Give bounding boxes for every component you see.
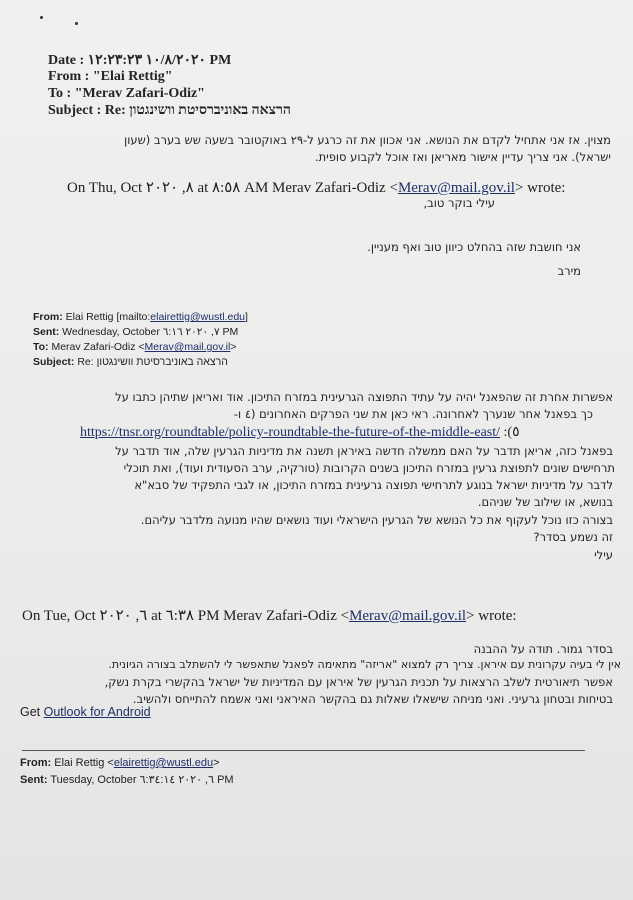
date-label: Date : [48, 53, 85, 68]
email-link[interactable]: elairettig@wustl.edu [113, 757, 214, 769]
header-to [48, 86, 205, 102]
meta-from: From: Elai Rettig [mailto:elairettig@wustl.edu] [33, 311, 248, 323]
header-from [48, 69, 173, 85]
quote-greeting: עילי בוקר טוב, [423, 196, 495, 210]
date-value: ١٠/٨/٢٠٢٠ ١٢:٢٣:٢٣ PM [87, 53, 232, 68]
speck-mark [40, 16, 43, 19]
quote-line: אפשר תיאורטית לשלב הרצאות על תכנית הגרעין של איראן עם המדיניות של ישראל בהקשרי בקרת נשק, [104, 675, 613, 689]
reply-line: ישראל). אני צריך עדיין אישור מאריאן ואז אוכל לקבוע סופית. [314, 150, 611, 164]
from-label: From : [48, 69, 90, 84]
quote-line: אין לי בעיה עקרונית עם איראן. צריך רק למצוא "אריזה" מתאימה לפאנל שתאפשר לי להשתלב בצורה הגיונית. [108, 658, 621, 671]
meta-from: From: Elai Rettig <elairettig@wustl.edu> [20, 757, 220, 769]
speck-mark [75, 22, 78, 25]
quote-header: On Tue, Oct ٦, ٢٠٢٠ at ٦:٣٨ PM Merav Zafari-Odiz <Merav@mail.gov.il> wrote: [22, 608, 517, 624]
to-value: "Merav Zafari-Odiz" [74, 86, 205, 101]
body-signature: עילי [594, 548, 613, 562]
body-line: תרחישים שונים לתפוצת גרעין במזרח התיכון בשנים הקרובות (טורקיה, ערב הסעודית ועוד), ואת תוכלי [123, 461, 615, 475]
meta-sent: Sent: Tuesday, October ٦, ٢٠٢٠ ٦:٣٤:١٤ PM [20, 774, 234, 786]
body-link-line: https://tnsr.org/roundtable/policy-roundtable-the-future-of-the-middle-east/ :(٥ [80, 425, 520, 440]
body-line: כך בפאנל אחר שנערך לאחרונה. ראי כאן את שני הפרקים האחרונים (٤ ו- [233, 407, 593, 421]
from-value: "Elai Rettig" [92, 69, 173, 84]
email-link[interactable]: elairettig@wustl.edu [150, 311, 246, 323]
email-link[interactable]: Merav@mail.gov.il [144, 341, 231, 353]
quote-line: בסדר גמור. תודה על ההבנה [473, 642, 613, 656]
meta-sent: Sent: Wednesday, October ٧, ٢٠٢٠ ٦:١٦ PM [33, 326, 239, 338]
body-line: אפשרות אחרת זה שהפאנל יהיה על עתיד התפוצה הגרעינית במזרח התיכון. אוד ואריאן שתיהן כתבו על [115, 390, 613, 404]
quote-body: אני חושבת שזה בהחלט כיוון טוב ואף מעניין. [367, 240, 581, 254]
tnsr-link[interactable]: https://tnsr.org/roundtable/policy-roundtable-the-future-of-the-middle-east/ [80, 425, 501, 440]
body-line: בפאנל כזה, אריאן תדבר על האם ממשלה חדשה באיראן תשנה את מדיניות הגרעין שלה, אוד תדבר על [115, 444, 613, 458]
body-line: בצורה כזו נוכל לעקוף את כל הנושא של הגרעין הישראלי ועוד נושאים שהיו מנועה מלדבר עליהם. [140, 513, 613, 527]
subject-label: Subject : [48, 103, 102, 118]
subject-value: Re: הרצאה באוניברסיטת וושינגטון [104, 103, 291, 118]
email-link[interactable]: Merav@mail.gov.il [349, 608, 467, 624]
reply-line: מצוין. אז אני אתחיל לקדם את הנושא. אני אכוון את זה כרגע ל-٢٩ באוקטובר בשעה שש בערב (שעון [124, 133, 611, 147]
quote-header: On Thu, Oct ٨, ٢٠٢٠ at ٨:٥٨ AM Merav Zafari-Odiz <Merav@mail.gov.il> wrote: [67, 180, 566, 196]
header-subject [48, 103, 291, 119]
quote-line: בטיחות ובטחון גרעיני. ואני מניחה שישאלו שאלות גם בהקשר האיראני ואני אשמח להתייחס ולהשיב. [132, 692, 613, 706]
outlook-line: Get Outlook for Android [20, 705, 151, 719]
to-label: To : [48, 86, 72, 101]
outlook-link[interactable]: Outlook for Android [43, 705, 151, 719]
body-line: זה נשמע בסדר? [533, 530, 613, 544]
body-line: לדבר על מדיניות ישראל בנוגע לתרחישי תפוצה גרעינית במזרח התיכון, או לגבי התפקיד של סבא"א [134, 478, 613, 492]
separator-line [22, 750, 585, 751]
meta-to: To: Merav Zafari-Odiz <Merav@mail.gov.il> [33, 341, 237, 353]
header-date [48, 52, 231, 69]
meta-subject: Subject: Re: הרצאה באוניברסיטת וושינגטון [33, 356, 228, 368]
email-link[interactable]: Merav@mail.gov.il [397, 180, 515, 196]
quote-signature: מירב [557, 264, 581, 278]
body-line: בנושא, או שילוב של שניהם. [477, 495, 613, 509]
